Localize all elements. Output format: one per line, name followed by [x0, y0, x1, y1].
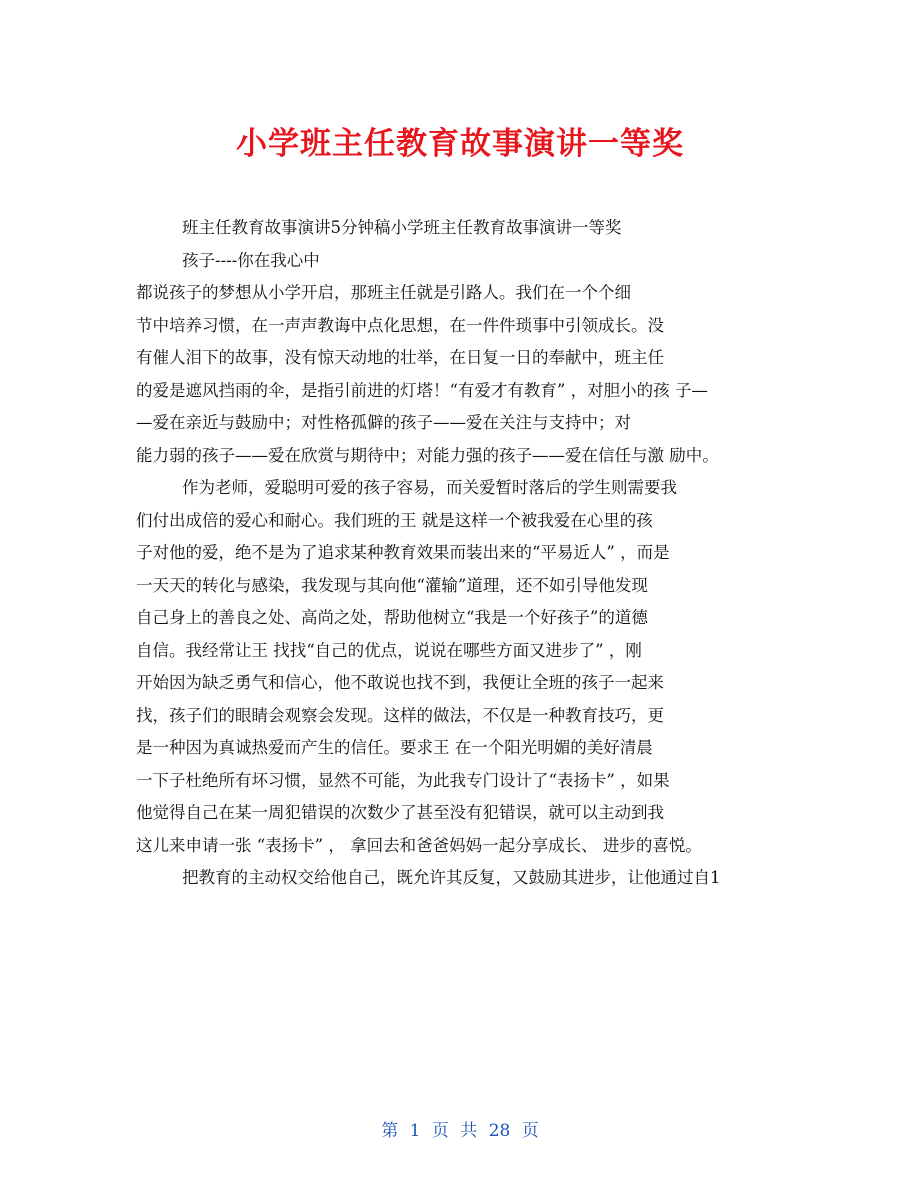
body-line: 班主任教育故事演讲5分钟稿小学班主任教育故事演讲一等奖 [182, 218, 622, 237]
body-line: 一天天的转化与感染，我发现与其向他“灌输”道理，还不如引导他发现 [136, 575, 648, 595]
document-body [136, 216, 796, 899]
body-line: 子对他的爱，绝不是为了追求某种教育效果而装出来的“平易近人” ，而是 [136, 543, 670, 562]
body-line: 孩子----你在我心中 [182, 250, 320, 270]
body-line: 他觉得自己在某一周犯错误的次数少了甚至没有犯错误，就可以主动到我 [136, 803, 664, 822]
body-line: 这儿来申请一张 “表扬卡” ， 拿回去和爸爸妈妈一起分享成长、 进步的喜悦。 [136, 835, 702, 855]
body-line: 是一种因为真诚热爱而产生的信任。要求王 在一个阳光明媚的美好清晨 [136, 738, 653, 757]
body-line: 有催人泪下的故事，没有惊天动地的壮举，在日复一日的奉献中，班主任 [136, 348, 664, 367]
body-line: 节中培养习惯，在一声声教诲中点化思想，在一件件琐事中引领成长。没 [136, 315, 664, 335]
body-line: 自信。我经常让王 找找“自己的优点，说说在哪些方面又进步了” ，刚 [136, 640, 642, 660]
document-title: 小学班主任教育故事演讲一等奖 [236, 126, 684, 162]
body-line: 一下子杜绝所有坏习惯，显然不可能，为此我专门设计了“表扬卡” ，如果 [136, 770, 670, 790]
body-line: 的爱是遮风挡雨的伞，是指引前进的灯塔！“有爱才有教育” ，对胆小的孩 子— [136, 380, 708, 400]
body-line: 把教育的主动权交给他自己，既允许其反复，又鼓励其进步，让他通过自1 [182, 868, 721, 887]
body-line: 开始因为缺乏勇气和信心，他不敢说也找不到，我便让全班的孩子一起来 [136, 673, 664, 692]
body-line: 自己身上的善良之处、高尚之处，帮助他树立“我是一个好孩子”的道德 [136, 608, 648, 627]
body-line: 找，孩子们的眼睛会观察会发现。这样的做法，不仅是一种教育技巧，更 [136, 705, 664, 725]
page-number-footer: 第 1 页 共 28 页 [381, 1121, 539, 1141]
body-line: 作为老师，爱聪明可爱的孩子容易，而关爱暂时落后的学生则需要我 [182, 478, 677, 497]
body-line: 都说孩子的梦想从小学开启，那班主任就是引路人。我们在一个个细 [136, 283, 631, 302]
body-line: 们付出成倍的爱心和耐心。我们班的王 就是这样一个被我爱在心里的孩 [136, 510, 653, 530]
body-line: —爱在亲近与鼓励中；对性格孤僻的孩子——爱在关注与支持中；对 [136, 413, 631, 432]
body-line: 能力弱的孩子——爱在欣赏与期待中；对能力强的孩子——爱在信任与激 励中。 [136, 445, 719, 465]
